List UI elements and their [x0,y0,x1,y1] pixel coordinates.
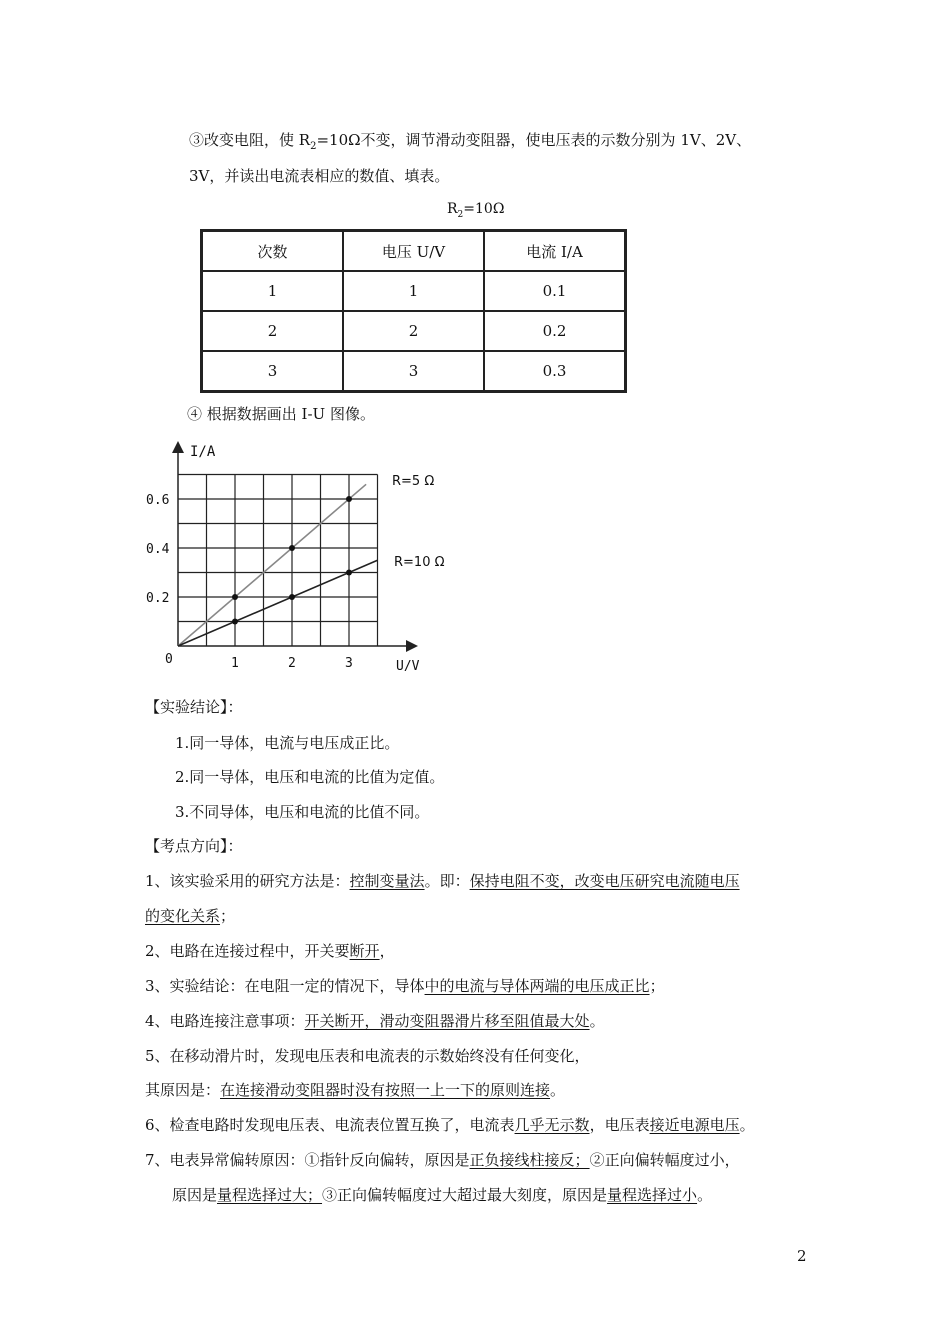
y-tick-label: 0.2 [146,591,170,606]
x-axis-label: U/V [396,659,420,674]
step3-line1: ③改变电阻，使 $R_2=10\Omega$不变，调节滑动变阻器，使电压表的示数分别为 1V、2V、 [189,131,752,152]
point-7-line2: 原因是量程选择过大；③正向偏转幅度过大超过最大刻度，原因是量程选择过小。 [172,1186,713,1204]
table-caption: $R_2=10\Omega$ [447,201,505,220]
data-table [200,229,627,393]
point-3: 3、实验结论：在电阻一定的情况下，导体中的电流与导体两端的电压成正比； [145,977,665,995]
page-number: 2 [797,1247,807,1265]
series-label: R=5 Ω [392,474,435,489]
table-row [202,271,626,311]
table-header-cell: 电流 I/A [484,231,626,272]
table-cell: 2 [202,311,344,351]
points-title: 【考点方向】： [145,837,243,855]
data-point [289,545,295,551]
point-7-line1: 7、电表异常偏转原因：①指针反向偏转，原因是正负接线柱接反；②正向偏转幅度过小， [145,1151,740,1169]
data-point [346,570,352,576]
table-row [202,311,626,351]
x-tick-label: 1 [231,656,239,671]
conclusion-title: 【实验结论】： [145,698,243,716]
conclusion-item: 1.同一导体，电流与电压成正比。 [175,734,400,752]
table-cell: 0.2 [484,311,626,351]
step3-line2: 3V，并读出电流表相应的数值、填表。 [189,167,450,185]
data-point [346,496,352,502]
point-6: 6、检查电路时发现电压表、电流表位置互换了，电流表几乎无示数，电压表接近电源电压。 [145,1116,755,1134]
table-cell: 3 [202,351,344,392]
table-cell: 3 [343,351,484,392]
x-tick-label: 3 [345,656,353,671]
data-point [289,594,295,600]
point-5-line1: 5、在移动滑片时，发现电压表和电流表的示数始终没有任何变化， [145,1047,590,1065]
table-cell: 0.3 [484,351,626,392]
table-cell: 1 [202,271,344,311]
point-4: 4、电路连接注意事项：开关断开，滑动变阻器滑片移至阻值最大处。 [145,1012,605,1030]
table-header-cell: 次数 [202,231,344,272]
data-point [232,594,238,600]
series-label: R=10 Ω [394,555,445,570]
y-axis-label: I/A [190,444,216,460]
table-cell: 2 [343,311,484,351]
table-row [202,351,626,392]
table-cell: 1 [343,271,484,311]
point-2: 2、电路在连接过程中，开关要断开， [145,942,395,960]
point-1-line2: 的变化关系； [145,907,236,925]
conclusion-item: 3.不同导体，电压和电流的比值不同。 [175,803,430,821]
point-5-line2: 其原因是：在连接滑动变阻器时没有按照一上一下的原则连接。 [145,1081,566,1099]
y-tick-label: 0.6 [146,493,170,508]
origin-label: 0 [165,652,173,667]
data-point [232,619,238,625]
y-tick-label: 0.4 [146,542,170,557]
conclusion-item: 2.同一导体，电压和电流的比值为定值。 [175,768,445,786]
table-cell: 0.1 [484,271,626,311]
point-1-line1: 1、该实验采用的研究方法是：控制变量法。即：保持电阻不变，改变电压研究电流随电压 [145,872,740,890]
x-tick-label: 2 [288,656,296,671]
iu-graph [140,436,460,676]
table-header-cell: 电压 U/V [343,231,484,272]
table-header-row [202,231,626,272]
step4-text: ④ 根据数据画出 I-U 图像。 [187,405,375,423]
